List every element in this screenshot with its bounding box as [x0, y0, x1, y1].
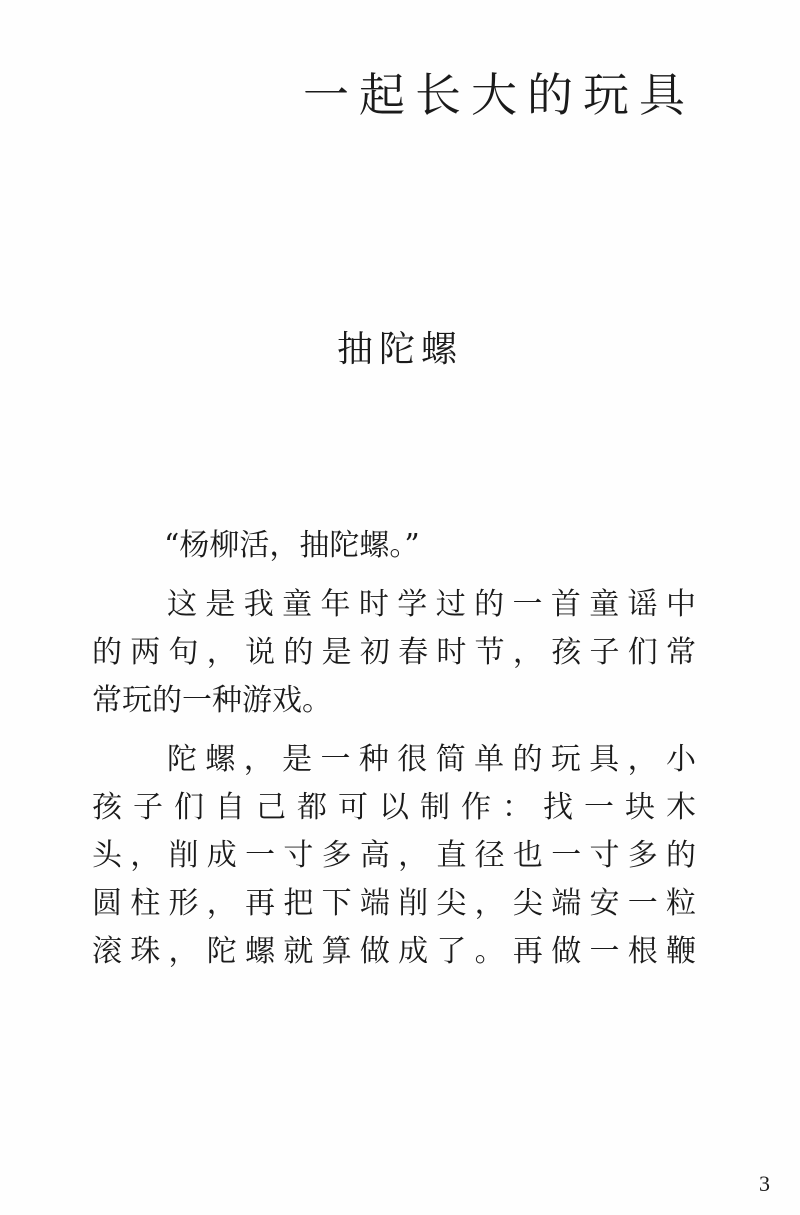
text-line: 这是我童年时学过的一首童谣中: [167, 587, 696, 622]
text-line: 滚珠，陀螺就算做成了。再做一根鞭: [92, 934, 696, 969]
text-line: 头，削成一寸多高，直径也一寸多的: [92, 838, 696, 873]
text-line: 陀螺，是一种很简单的玩具，小: [167, 742, 696, 777]
section-title: 抽陀螺: [336, 329, 463, 370]
page-number: 3: [759, 1171, 770, 1196]
text-line: 孩子们自己都可以制作：找一块木: [92, 790, 696, 825]
body-text: [92, 522, 696, 976]
text-line: 的两句，说的是初春时节，孩子们常: [92, 635, 696, 670]
chapter-title: 一起长大的玩具: [303, 68, 695, 122]
text-line: “杨柳活，抽陀螺。”: [164, 528, 420, 563]
text-line: 常玩的一种游戏。: [92, 683, 332, 718]
text-line: 圆柱形，再把下端削尖，尖端安一粒: [92, 886, 696, 921]
